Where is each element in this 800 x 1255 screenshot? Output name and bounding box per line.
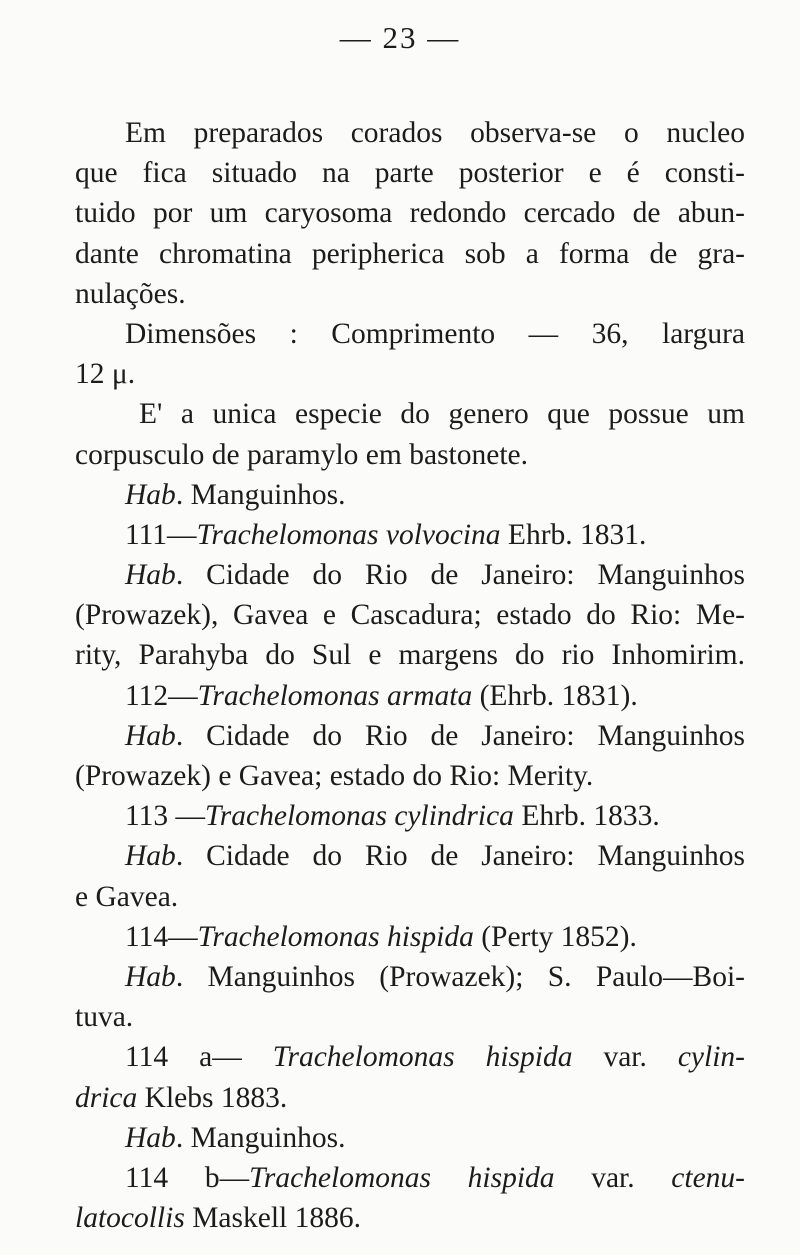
entry-number: 114 a— — [125, 1041, 273, 1074]
entry-number: 111— — [125, 518, 197, 551]
line-text: E' a unica especie do genero que possue um — [139, 398, 745, 431]
species-entry-line — [75, 917, 745, 957]
habitat-label: Hab — [125, 960, 176, 993]
entry-number: 114— — [125, 920, 198, 953]
habitat-label: Hab — [125, 719, 176, 752]
variety-name: drica — [75, 1081, 138, 1114]
variety-label: var. — [554, 1161, 672, 1194]
line-text: rity, Parahyba do Sul e margens do rio Inhomirim. — [75, 639, 745, 672]
text-line — [75, 314, 745, 354]
text-line — [75, 595, 745, 635]
line-text: . Cidade do Rio de Janeiro: Manguinhos — [175, 559, 745, 592]
entry-number: 112— — [125, 679, 198, 712]
habitat-line — [75, 716, 745, 756]
habitat-line — [75, 836, 745, 876]
habitat-label: Hab — [125, 478, 176, 511]
text-line — [75, 234, 745, 274]
species-authority: (Perty 1852). — [473, 920, 637, 953]
line-text: dante chromatina peripherica sob a forma de gra- — [75, 237, 745, 270]
variety-entry-line — [75, 1037, 745, 1077]
variety-name: latocollis — [75, 1202, 185, 1235]
text-line — [75, 435, 745, 475]
line-text: tuido por um caryosoma redondo cercado de abun- — [75, 197, 745, 230]
habitat-label: Hab — [125, 840, 176, 873]
species-name: Trachelomonas armata — [197, 679, 473, 712]
line-text: nulações. — [75, 277, 186, 310]
habitat-label: Hab — [125, 559, 176, 592]
text-line — [75, 877, 745, 917]
text-line — [75, 274, 745, 314]
line-text: . Cidade do Rio de Janeiro: Manguinhos — [175, 719, 745, 752]
text-line — [75, 113, 745, 153]
text-line — [75, 1198, 745, 1238]
text-line — [75, 756, 745, 796]
page-number: — 23 — — [339, 20, 461, 55]
species-name: Trachelomonas hispida — [197, 920, 474, 953]
text-line — [75, 354, 745, 394]
line-text: (Prowazek) e Gavea; estado do Rio: Merity. — [75, 760, 594, 792]
text-line — [75, 153, 745, 193]
line-text: corpusculo de paramylo em bastonete. — [75, 438, 529, 471]
text-line — [75, 997, 745, 1037]
line-text: (Prowazek), Gavea e Cascadura; estado do Rio: Me- — [75, 599, 745, 632]
species-name: Trachelomonas volvocina — [196, 518, 501, 551]
species-name: Trachelomonas cylindrica — [205, 800, 514, 833]
variety-label: var. — [572, 1041, 678, 1074]
text-line — [75, 394, 745, 434]
species-authority: Maskell 1886. — [184, 1202, 361, 1235]
text-line — [75, 635, 745, 675]
line-text: . Manguinhos. — [175, 1121, 346, 1154]
habitat-label: Hab — [125, 1121, 176, 1154]
habitat-line — [75, 1118, 745, 1158]
species-entry-line — [75, 676, 745, 716]
line-text: 12 μ. — [75, 358, 136, 391]
line-text: Em preparados corados observa-se o nucleo — [125, 117, 745, 149]
species-entry-line — [75, 796, 745, 836]
species-name: Trachelomonas hispida — [249, 1161, 555, 1194]
variety-entry-line — [75, 1158, 745, 1198]
species-authority: Ehrb. 1831. — [500, 518, 647, 551]
line-text: que fica situado na parte posterior e é consti- — [75, 157, 745, 190]
entry-number: 113 — — [125, 800, 206, 833]
text-line — [75, 193, 745, 233]
habitat-line — [75, 957, 745, 997]
body-text — [75, 113, 745, 1238]
variety-name: ctenu- — [671, 1161, 746, 1194]
species-authority: (Ehrb. 1831). — [472, 679, 638, 712]
species-authority: Ehrb. 1833. — [513, 800, 660, 833]
habitat-line — [75, 555, 745, 595]
habitat-line — [75, 475, 745, 515]
line-text: . Manguinhos. — [175, 478, 346, 511]
text-line — [75, 1078, 745, 1118]
entry-number: 114 b— — [125, 1161, 250, 1194]
line-text: tuva. — [75, 1001, 134, 1034]
species-entry-line — [75, 515, 745, 555]
species-authority: Klebs 1883. — [137, 1081, 288, 1114]
line-text: Dimensões : Comprimento — 36, largura — [125, 317, 745, 350]
line-text: . Manguinhos (Prowazek); S. Paulo—Boi- — [175, 960, 745, 993]
variety-name: cylin- — [677, 1041, 745, 1074]
line-text: . Cidade do Rio de Janeiro: Manguinhos — [175, 840, 745, 873]
line-text: e Gavea. — [75, 880, 179, 913]
species-name: Trachelomonas hispida — [272, 1041, 573, 1074]
